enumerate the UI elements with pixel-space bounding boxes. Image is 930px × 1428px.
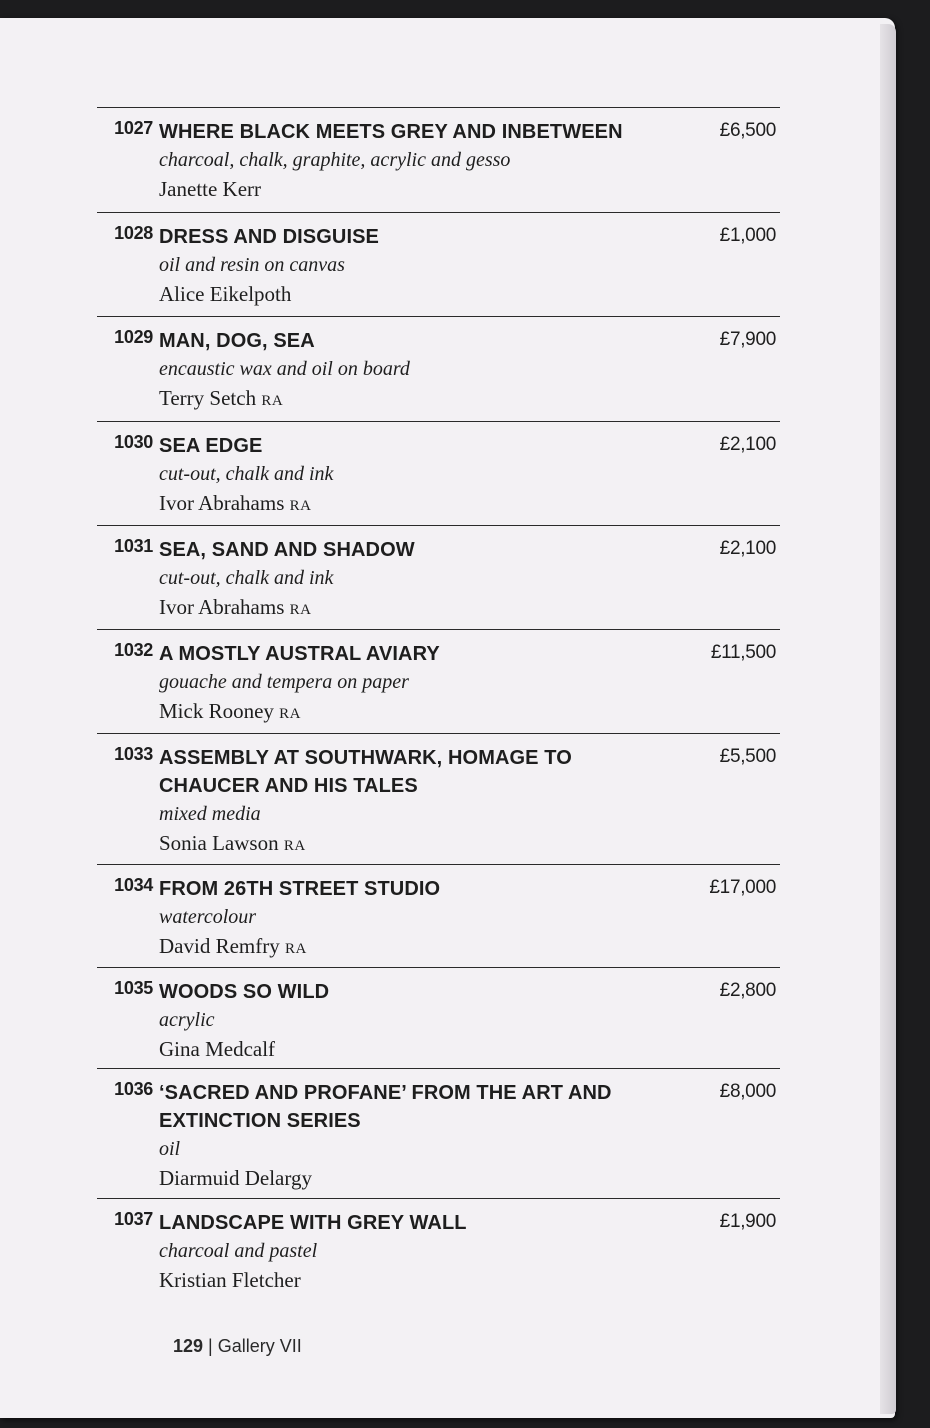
artwork-title: SEA, SAND AND SHADOW: [159, 539, 415, 561]
artwork-price: £1,900: [719, 1211, 776, 1232]
lot-number: 1030: [114, 432, 153, 452]
artwork-price: £7,900: [719, 329, 776, 350]
artwork-medium: oil and resin on canvas: [159, 254, 345, 276]
artwork-medium: mixed media: [159, 803, 261, 825]
lot-number: 1035: [114, 978, 153, 998]
lot-number: 1037: [114, 1209, 153, 1229]
artwork-medium: oil: [159, 1138, 181, 1160]
artwork-medium: acrylic: [159, 1009, 215, 1031]
artist-name: Kristian Fletcher: [159, 1268, 301, 1292]
artwork-medium: charcoal, chalk, graphite, acrylic and gesso: [159, 149, 511, 171]
lot-number: 1029: [114, 327, 153, 347]
artist-name: Terry Setch RA: [159, 386, 284, 410]
catalogue-entry-1036: [97, 1068, 780, 1200]
artwork-title: WOODS SO WILD: [159, 981, 330, 1003]
page-number: 129: [173, 1336, 204, 1356]
footer-separator: |: [203, 1336, 218, 1356]
artist-name: Mick Rooney RA: [159, 699, 301, 723]
artwork-title: MAN, DOG, SEA: [159, 330, 315, 352]
catalogue-entry-1028: [97, 212, 780, 316]
artwork-title: A MOSTLY AUSTRAL AVIARY: [159, 643, 440, 665]
artwork-price: £5,500: [719, 746, 776, 767]
artist-name: David Remfry RA: [159, 934, 307, 958]
artwork-title: LANDSCAPE WITH GREY WALL: [159, 1212, 467, 1234]
artwork-title: SEA EDGE: [159, 435, 263, 457]
artwork-price: £11,500: [710, 642, 776, 663]
artwork-price: £8,000: [719, 1081, 776, 1102]
lot-number: 1036: [114, 1079, 153, 1099]
page-footer: [173, 1336, 302, 1357]
artwork-medium: encaustic wax and oil on board: [159, 358, 410, 380]
artwork-price: £2,100: [719, 538, 776, 559]
artwork-title: FROM 26TH STREET STUDIO: [159, 878, 441, 900]
artwork-price: £2,800: [719, 980, 776, 1001]
lot-number: 1031: [114, 536, 153, 556]
artwork-medium: gouache and tempera on paper: [159, 671, 409, 693]
artwork-title: WHERE BLACK MEETS GREY AND INBETWEEN: [159, 121, 623, 143]
artwork-title: ‘SACRED AND PROFANE’ FROM THE ART AND EXTINCTION SERIES: [159, 1082, 612, 1132]
catalogue-entry-1037: [97, 1198, 780, 1302]
artwork-price: £1,000: [719, 225, 776, 246]
catalogue-entry-1032: [97, 629, 780, 733]
section-name: Gallery VII: [217, 1336, 302, 1356]
catalogue-entry-1031: [97, 525, 780, 629]
artist-name: Gina Medcalf: [159, 1037, 276, 1061]
artwork-medium: cut-out, chalk and ink: [159, 463, 334, 485]
catalogue-entry-1033: [97, 733, 780, 865]
artwork-price: £6,500: [719, 120, 776, 141]
artist-name: Ivor Abrahams RA: [159, 595, 312, 619]
artist-name: Sonia Lawson RA: [159, 831, 306, 855]
artist-name: Alice Eikelpoth: [159, 282, 292, 306]
lot-number: 1032: [114, 640, 153, 660]
catalogue-entry-1029: [97, 316, 780, 420]
artwork-title: DRESS AND DISGUISE: [159, 226, 379, 248]
artwork-title: ASSEMBLY AT SOUTHWARK, HOMAGE TO CHAUCER AND HIS TALES: [159, 747, 572, 797]
artwork-medium: watercolour: [159, 906, 257, 928]
lot-number: 1033: [114, 744, 153, 764]
artwork-price: £2,100: [719, 434, 776, 455]
artwork-medium: charcoal and pastel: [159, 1240, 318, 1262]
artist-name: Ivor Abrahams RA: [159, 491, 312, 515]
lot-number: 1034: [114, 875, 153, 895]
catalogue-entry-1035: [97, 967, 780, 1071]
artist-name: Janette Kerr: [159, 177, 262, 201]
page-edge: [880, 24, 896, 1414]
artwork-price: £17,000: [709, 877, 776, 898]
catalogue-entry-1027: [97, 107, 780, 211]
lot-number: 1028: [114, 223, 153, 243]
catalogue-entry-1034: [97, 864, 780, 968]
catalogue-page: [0, 18, 895, 1418]
catalogue-entry-1030: [97, 421, 780, 525]
artwork-medium: cut-out, chalk and ink: [159, 567, 334, 589]
lot-number: 1027: [114, 118, 153, 138]
artist-name: Diarmuid Delargy: [159, 1166, 312, 1190]
